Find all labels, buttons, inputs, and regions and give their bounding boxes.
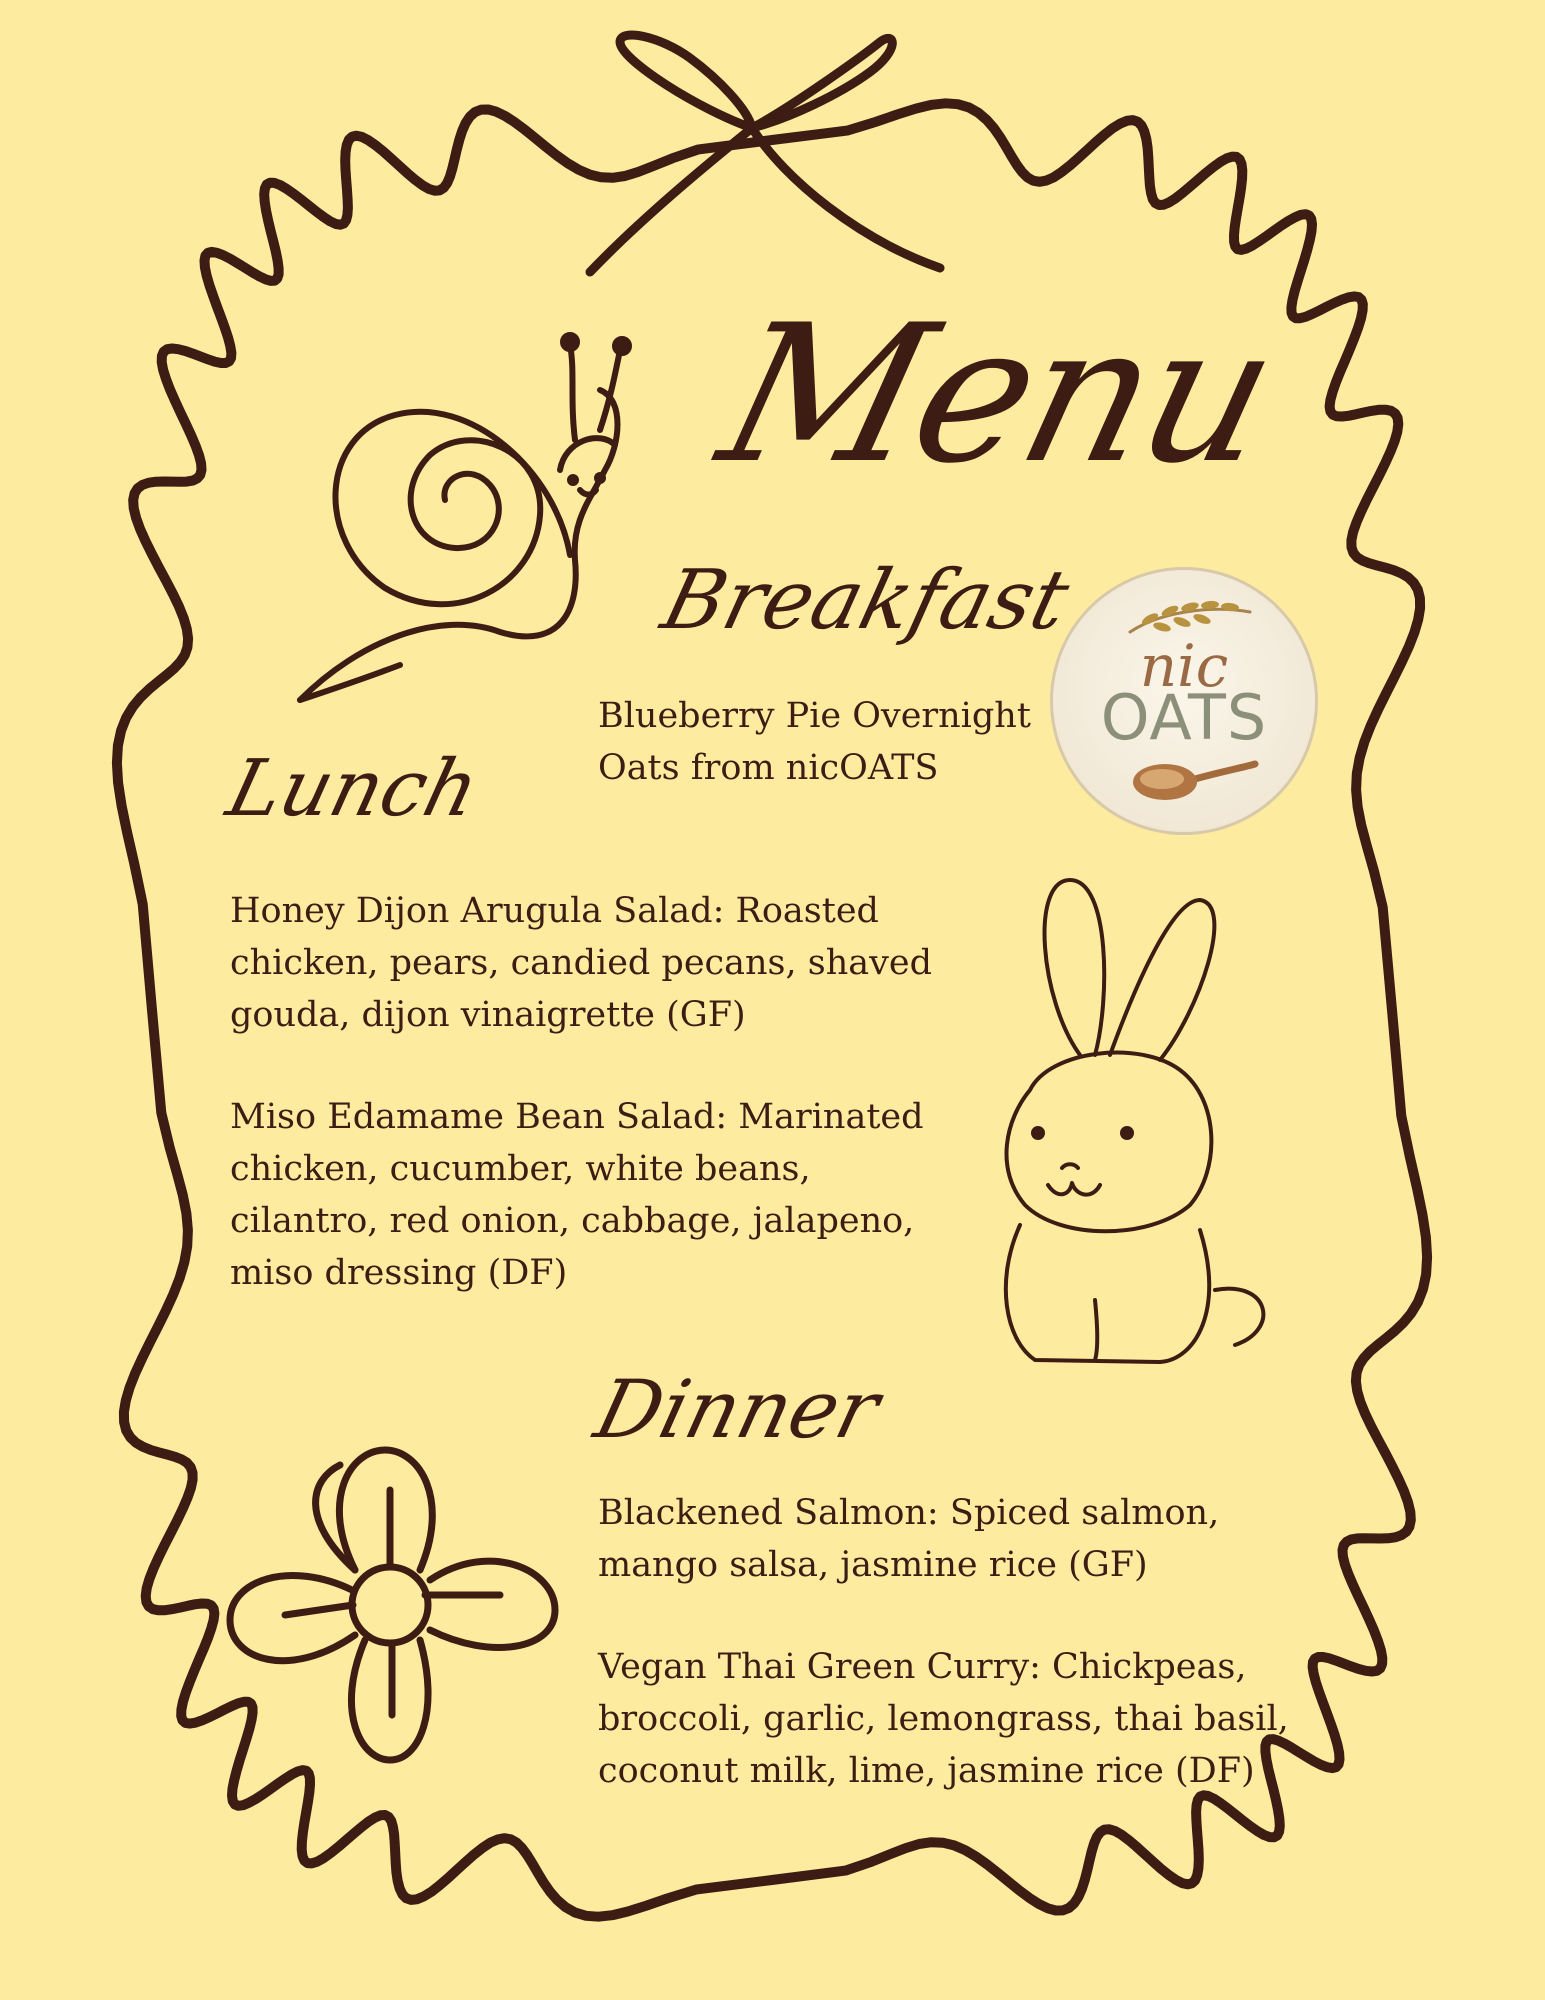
snail-icon <box>300 335 629 700</box>
flower-icon <box>230 1450 555 1760</box>
dinner-item: Vegan Thai Green Curry: Chickpeas, broccoli, garlic, lemongrass, thai basil, coconut milk, lime, jasmine rice (DF) <box>598 1647 1289 1791</box>
logo-text-nic: nic <box>1139 632 1229 700</box>
lunch-heading: Lunch <box>218 744 488 834</box>
spoon-icon <box>1133 764 1255 800</box>
lunch-item: Miso Edamame Bean Salad: Marinated chicken, cucumber, white beans, cilantro, red onion, cabbage, jalapeno, miso dressing (DF) <box>230 1097 924 1293</box>
breakfast-item: Blueberry Pie Overnight Oats from nicOATS <box>598 696 1031 788</box>
bunny-icon <box>1006 880 1264 1362</box>
dinner-item: Blackened Salmon: Spiced salmon, mango salsa, jasmine rice (GF) <box>598 1493 1220 1585</box>
logo-text-oats: OATS <box>1100 681 1268 754</box>
nicoats-logo <box>1050 567 1318 835</box>
dinner-heading: Dinner <box>586 1363 889 1456</box>
ribbon-bow-icon <box>590 35 940 272</box>
lunch-item: Honey Dijon Arugula Salad: Roasted chicken, pears, candied pecans, shaved gouda, dijon vinaigrette (GF) <box>230 891 933 1035</box>
menu-title: Menu <box>702 284 1294 505</box>
breakfast-heading: Breakfast <box>653 553 1078 648</box>
